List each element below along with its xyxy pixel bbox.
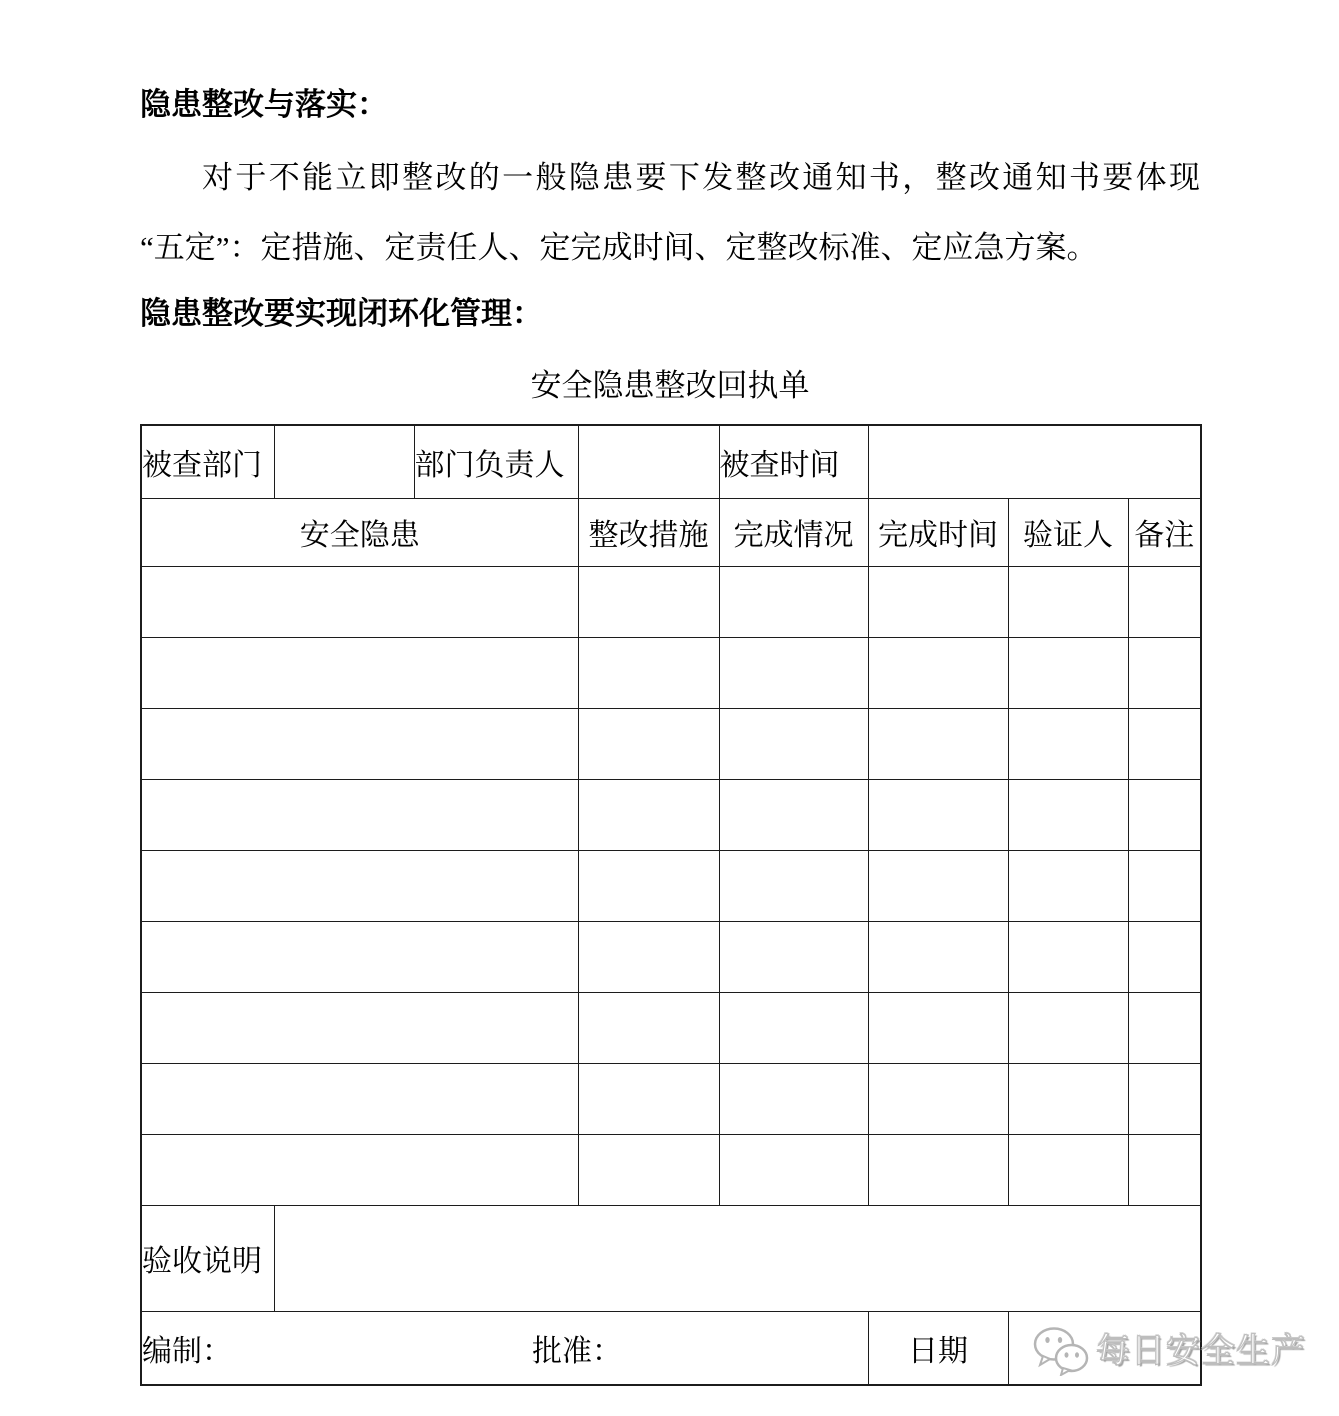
inspected-dept-label: 被查部门: [141, 425, 274, 498]
approved-label: 批准：: [532, 1334, 622, 1368]
blank-cell: [1008, 992, 1128, 1063]
section-heading-closed-loop: 隐患整改要实现闭环化管理：: [140, 296, 543, 331]
blank-cell: [141, 779, 578, 850]
blank-cell: [1128, 1134, 1201, 1205]
blank-cell: [868, 1063, 1008, 1134]
inspected-time-value-cell: [868, 425, 1201, 498]
empty-row: [141, 921, 1201, 992]
blank-cell: [1008, 637, 1128, 708]
blank-cell: [719, 850, 868, 921]
body-paragraph: [140, 143, 1200, 283]
empty-row: [141, 708, 1201, 779]
blank-cell: [578, 566, 719, 637]
acceptance-label: 验收说明: [141, 1205, 274, 1311]
blank-cell: [868, 850, 1008, 921]
blank-cell: [578, 992, 719, 1063]
blank-cell: [1128, 850, 1201, 921]
column-header-measure: 整改措施: [578, 498, 719, 566]
empty-row: [141, 637, 1201, 708]
form-title: 安全隐患整改回执单: [530, 368, 810, 403]
blank-cell: [1008, 779, 1128, 850]
empty-row: [141, 1063, 1201, 1134]
blank-cell: [719, 1063, 868, 1134]
blank-cell: [1128, 566, 1201, 637]
blank-cell: [1008, 708, 1128, 779]
blank-cell: [719, 566, 868, 637]
blank-cell: [868, 779, 1008, 850]
blank-cell: [1128, 992, 1201, 1063]
blank-cell: [141, 921, 578, 992]
blank-cell: [578, 779, 719, 850]
blank-cell: [1008, 850, 1128, 921]
column-header-status: 完成情况: [719, 498, 868, 566]
blank-cell: [1008, 921, 1128, 992]
dept-manager-label: 部门负责人: [414, 425, 578, 498]
blank-cell: [719, 992, 868, 1063]
acceptance-value-cell: [274, 1205, 1201, 1311]
blank-cell: [719, 1134, 868, 1205]
blank-cell: [578, 850, 719, 921]
blank-cell: [578, 637, 719, 708]
acceptance-row: [141, 1205, 1201, 1311]
info-row: [141, 425, 1201, 498]
blank-cell: [141, 566, 578, 637]
column-header-verifier: 验证人: [1008, 498, 1128, 566]
blank-cell: [719, 779, 868, 850]
blank-cell: [578, 708, 719, 779]
empty-row: [141, 566, 1201, 637]
empty-row: [141, 779, 1201, 850]
empty-row: [141, 850, 1201, 921]
blank-cell: [1128, 637, 1201, 708]
blank-cell: [868, 992, 1008, 1063]
watermark: [1033, 1326, 1306, 1376]
blank-cell: [141, 708, 578, 779]
inspected-dept-value-cell: [274, 425, 414, 498]
prepared-label: 编制：: [142, 1334, 232, 1368]
blank-cell: [868, 637, 1008, 708]
wechat-icon: [1033, 1326, 1089, 1376]
blank-cell: [1128, 921, 1201, 992]
blank-cell: [1128, 1063, 1201, 1134]
blank-cell: [1008, 1134, 1128, 1205]
blank-cell: [868, 1134, 1008, 1205]
blank-cell: [141, 1134, 578, 1205]
column-header-hazard: 安全隐患: [141, 498, 578, 566]
blank-cell: [1128, 708, 1201, 779]
blank-cell: [1008, 1063, 1128, 1134]
blank-cell: [578, 921, 719, 992]
column-header-finish-time: 完成时间: [868, 498, 1008, 566]
paragraph-line-1: 对于不能立即整改的一般隐患要下发整改通知书，整改通知书要体现: [202, 160, 1200, 195]
blank-cell: [719, 921, 868, 992]
column-header-remark: 备注: [1128, 498, 1201, 566]
blank-cell: [578, 1134, 719, 1205]
blank-cell: [141, 1063, 578, 1134]
column-header-row: [141, 498, 1201, 566]
blank-cell: [141, 637, 578, 708]
blank-cell: [578, 1063, 719, 1134]
date-label: 日期: [868, 1311, 1008, 1385]
inspected-time-label: 被查时间: [719, 425, 868, 498]
paragraph-line-2: “五定”：定措施、定责任人、定完成时间、定整改标准、定应急方案。: [140, 230, 1098, 265]
blank-cell: [1128, 779, 1201, 850]
dept-manager-value-cell: [578, 425, 719, 498]
blank-cell: [719, 708, 868, 779]
blank-cell: [719, 637, 868, 708]
blank-cell: [868, 921, 1008, 992]
blank-cell: [141, 850, 578, 921]
empty-row: [141, 992, 1201, 1063]
blank-cell: [1008, 566, 1128, 637]
empty-row: [141, 1134, 1201, 1205]
blank-cell: [868, 708, 1008, 779]
watermark-text: 每日安全生产: [1096, 1332, 1306, 1370]
blank-cell: [868, 566, 1008, 637]
blank-cell: [141, 992, 578, 1063]
footer-prepared-approved-cell: [141, 1311, 868, 1385]
section-heading-rectification: 隐患整改与落实：: [140, 87, 388, 122]
rectification-receipt-table: [140, 424, 1202, 1386]
